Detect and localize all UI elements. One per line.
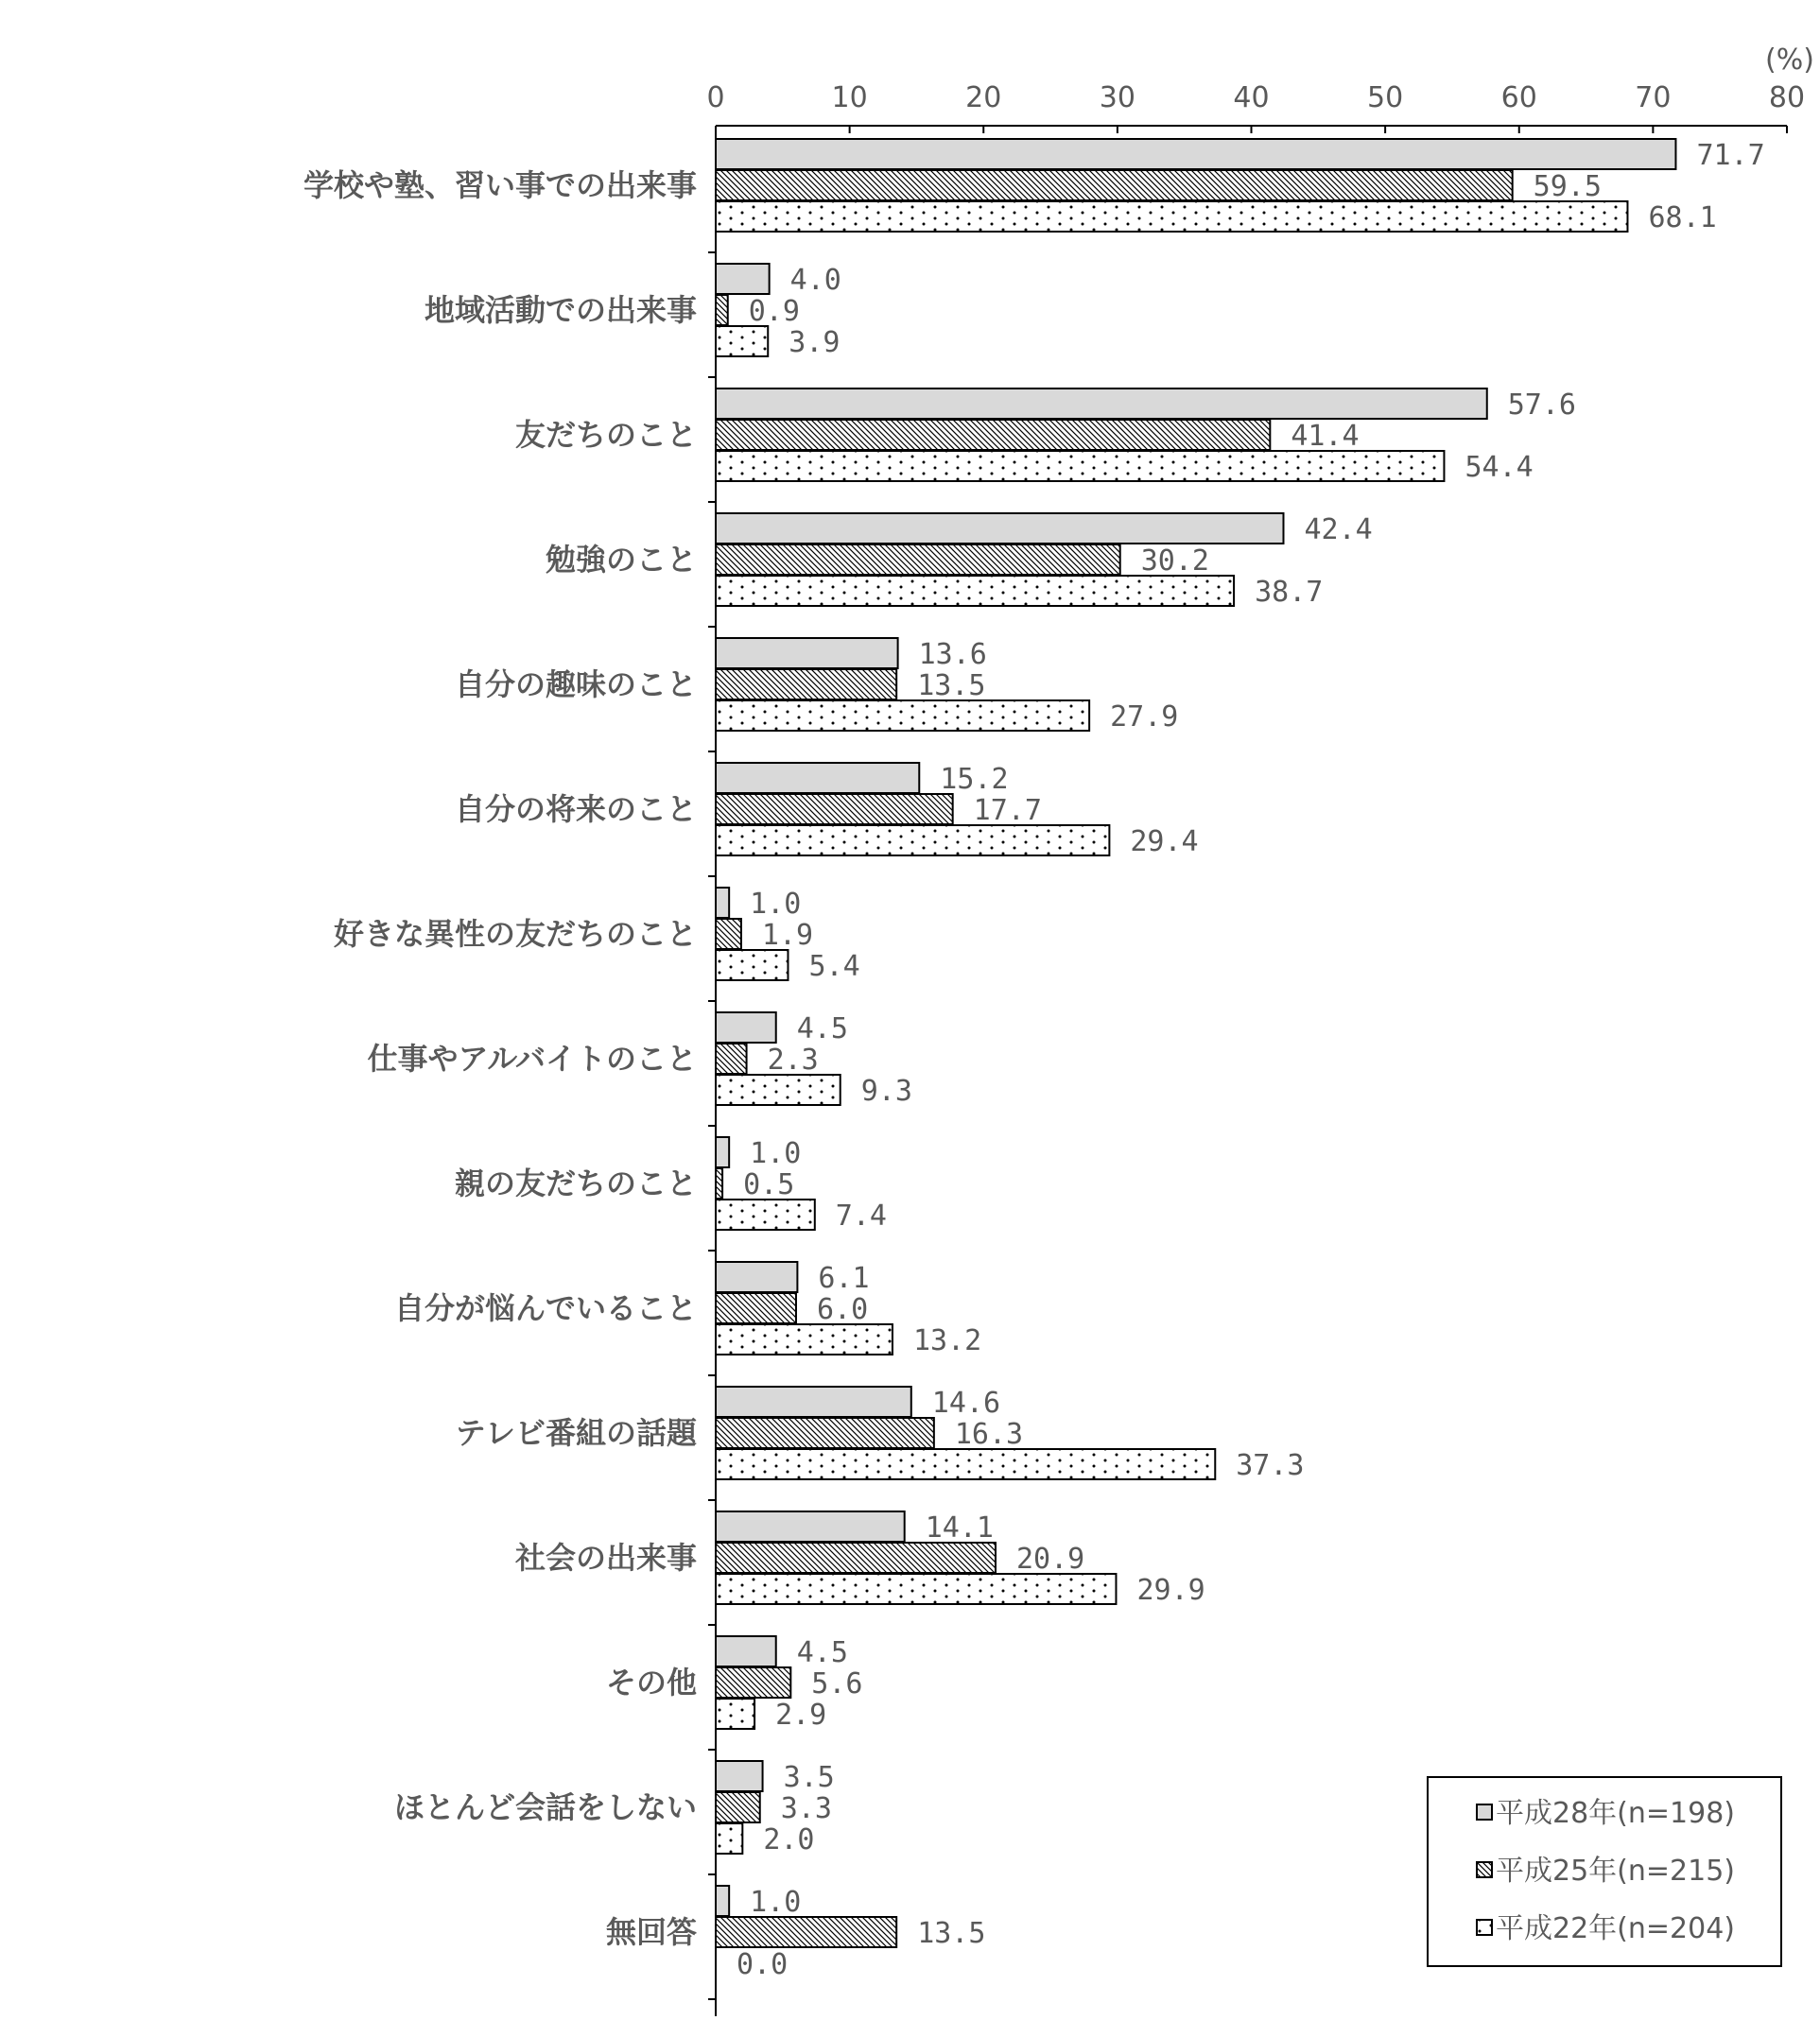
bar-series-2 <box>716 1543 996 1573</box>
data-label: 59.5 <box>1533 170 1602 203</box>
axis-group <box>706 43 1814 2016</box>
legend-label: 平成25年(n=215) <box>1496 1855 1735 1888</box>
bar-series-3 <box>716 201 1627 232</box>
data-label: 38.7 <box>1255 576 1324 609</box>
data-label: 20.9 <box>1015 1543 1085 1576</box>
legend-swatch <box>1477 1920 1492 1935</box>
data-label: 1.0 <box>750 1886 802 1919</box>
bar-series-3 <box>716 700 1089 731</box>
category-label: 学校や塾、習い事での出来事 <box>303 167 697 203</box>
category-label: ほとんど会話をしない <box>393 1789 697 1825</box>
x-tick-label: 20 <box>965 81 1002 114</box>
data-label: 6.0 <box>816 1293 869 1326</box>
category-label: 社会の出来事 <box>514 1540 697 1576</box>
bar-series-2 <box>716 295 728 325</box>
bar-series-2 <box>716 1917 896 1947</box>
data-label: 0.5 <box>743 1168 795 1201</box>
data-label: 4.0 <box>789 264 841 297</box>
data-label: 0.9 <box>748 295 800 328</box>
data-label: 16.3 <box>954 1418 1024 1451</box>
legend-label: 平成28年(n=198) <box>1496 1797 1735 1830</box>
bar-series-3 <box>716 1823 742 1854</box>
bar-series-2 <box>716 170 1513 200</box>
bar-series-3 <box>716 326 768 356</box>
category-label: 友だちのこと <box>514 417 697 453</box>
category-label: 地域活動での出来事 <box>424 292 697 328</box>
category-label: 自分が悩んでいること <box>393 1290 697 1326</box>
bar-series-3 <box>716 451 1444 481</box>
category-label: テレビ番組の話題 <box>455 1415 697 1451</box>
bar-series-3 <box>716 1449 1215 1479</box>
bar-series-1 <box>716 388 1487 419</box>
bar-series-1 <box>716 1012 776 1043</box>
data-label: 2.9 <box>775 1699 827 1732</box>
bar-series-2 <box>716 544 1120 575</box>
bar-series-1 <box>716 1137 729 1167</box>
legend-swatch <box>1477 1862 1492 1877</box>
data-label: 6.1 <box>818 1262 870 1295</box>
bar-series-2 <box>716 919 741 949</box>
legend <box>1428 1777 1781 1966</box>
category-label: その他 <box>605 1665 697 1701</box>
bar-series-1 <box>716 1761 763 1791</box>
bar-series-2 <box>716 794 953 824</box>
data-label: 2.3 <box>767 1044 819 1077</box>
category-label: 好きな異性の友だちのこと <box>333 916 697 952</box>
bar-series-1 <box>716 1636 776 1666</box>
data-label: 29.9 <box>1136 1574 1205 1607</box>
bar-series-2 <box>716 1792 760 1822</box>
data-label: 13.5 <box>917 1917 986 1950</box>
bar-series-1 <box>716 139 1675 169</box>
x-tick-label: 30 <box>1099 81 1135 114</box>
bar-series-3 <box>716 1075 841 1105</box>
data-label: 7.4 <box>835 1200 887 1233</box>
data-label: 30.2 <box>1140 544 1209 578</box>
data-label: 1.0 <box>750 888 802 921</box>
data-label: 15.2 <box>940 763 1009 796</box>
bar-series-3 <box>716 1324 893 1355</box>
data-label: 3.5 <box>783 1761 835 1794</box>
data-label: 1.9 <box>761 919 814 952</box>
category-label: 自分の趣味のこと <box>454 666 697 702</box>
data-label: 13.2 <box>912 1324 982 1357</box>
bar-series-3 <box>716 1200 815 1230</box>
x-tick-label: 40 <box>1233 81 1270 114</box>
data-label: 13.6 <box>918 638 987 671</box>
x-tick-label: 80 <box>1768 81 1806 114</box>
data-label: 57.6 <box>1507 388 1577 422</box>
bar-series-2 <box>716 1293 796 1323</box>
category-label: 無回答 <box>605 1914 697 1950</box>
bar-series-1 <box>716 1387 911 1417</box>
bar-series-2 <box>716 1168 722 1199</box>
data-label: 4.5 <box>796 1012 848 1045</box>
data-label: 5.4 <box>808 950 860 983</box>
data-label: 27.9 <box>1110 700 1179 734</box>
category-label: 勉強のこと <box>545 542 697 578</box>
bar-series-3 <box>716 950 788 980</box>
data-label: 68.1 <box>1648 201 1717 234</box>
bar-series-3 <box>716 576 1234 606</box>
x-tick-label: 10 <box>831 81 868 114</box>
bar-series-1 <box>716 763 919 793</box>
bar-series-3 <box>716 825 1109 855</box>
bar-series-2 <box>716 669 896 699</box>
data-label: 2.0 <box>763 1823 815 1856</box>
bar-series-1 <box>716 1511 905 1542</box>
bar-series-1 <box>716 513 1283 544</box>
x-tick-label: 60 <box>1500 81 1537 114</box>
bar-series-1 <box>716 638 898 668</box>
data-label: 3.3 <box>780 1792 832 1825</box>
x-tick-label: 70 <box>1635 81 1672 114</box>
x-tick-label: 50 <box>1367 81 1404 114</box>
bar-series-1 <box>716 1262 797 1292</box>
data-label: 14.1 <box>925 1511 994 1545</box>
bar-series-2 <box>716 1044 747 1074</box>
data-label: 41.4 <box>1291 420 1360 453</box>
bar-series-2 <box>716 1667 790 1698</box>
data-label: 54.4 <box>1465 451 1534 484</box>
bar-series-1 <box>716 264 770 294</box>
x-tick-label: 0 <box>706 81 725 114</box>
data-label: 42.4 <box>1304 513 1373 546</box>
data-label: 1.0 <box>750 1137 802 1170</box>
data-label: 0.0 <box>737 1948 789 1981</box>
unit-label: (%) <box>1765 43 1814 77</box>
category-label: 仕事やアルバイトのこと <box>367 1041 697 1077</box>
data-label: 29.4 <box>1130 825 1199 858</box>
data-label: 17.7 <box>973 794 1042 827</box>
category-label: 親の友だちのこと <box>454 1165 697 1201</box>
data-label: 71.7 <box>1696 139 1765 172</box>
legend-label: 平成22年(n=204) <box>1496 1912 1735 1945</box>
data-label: 3.9 <box>789 326 841 359</box>
data-label: 37.3 <box>1236 1449 1305 1482</box>
data-label: 5.6 <box>811 1667 863 1701</box>
data-label: 4.5 <box>796 1636 848 1669</box>
bar-series-1 <box>716 888 729 918</box>
bar-series-1 <box>716 1886 729 1916</box>
category-label: 自分の将来のこと <box>454 791 697 827</box>
data-label: 14.6 <box>931 1387 1001 1420</box>
data-label: 9.3 <box>860 1075 912 1108</box>
data-label: 13.5 <box>917 669 986 702</box>
bar-series-3 <box>716 1699 754 1729</box>
bar-series-3 <box>716 1574 1116 1604</box>
bar-series-2 <box>716 420 1270 450</box>
legend-swatch <box>1477 1804 1492 1820</box>
bar-series-2 <box>716 1418 934 1448</box>
